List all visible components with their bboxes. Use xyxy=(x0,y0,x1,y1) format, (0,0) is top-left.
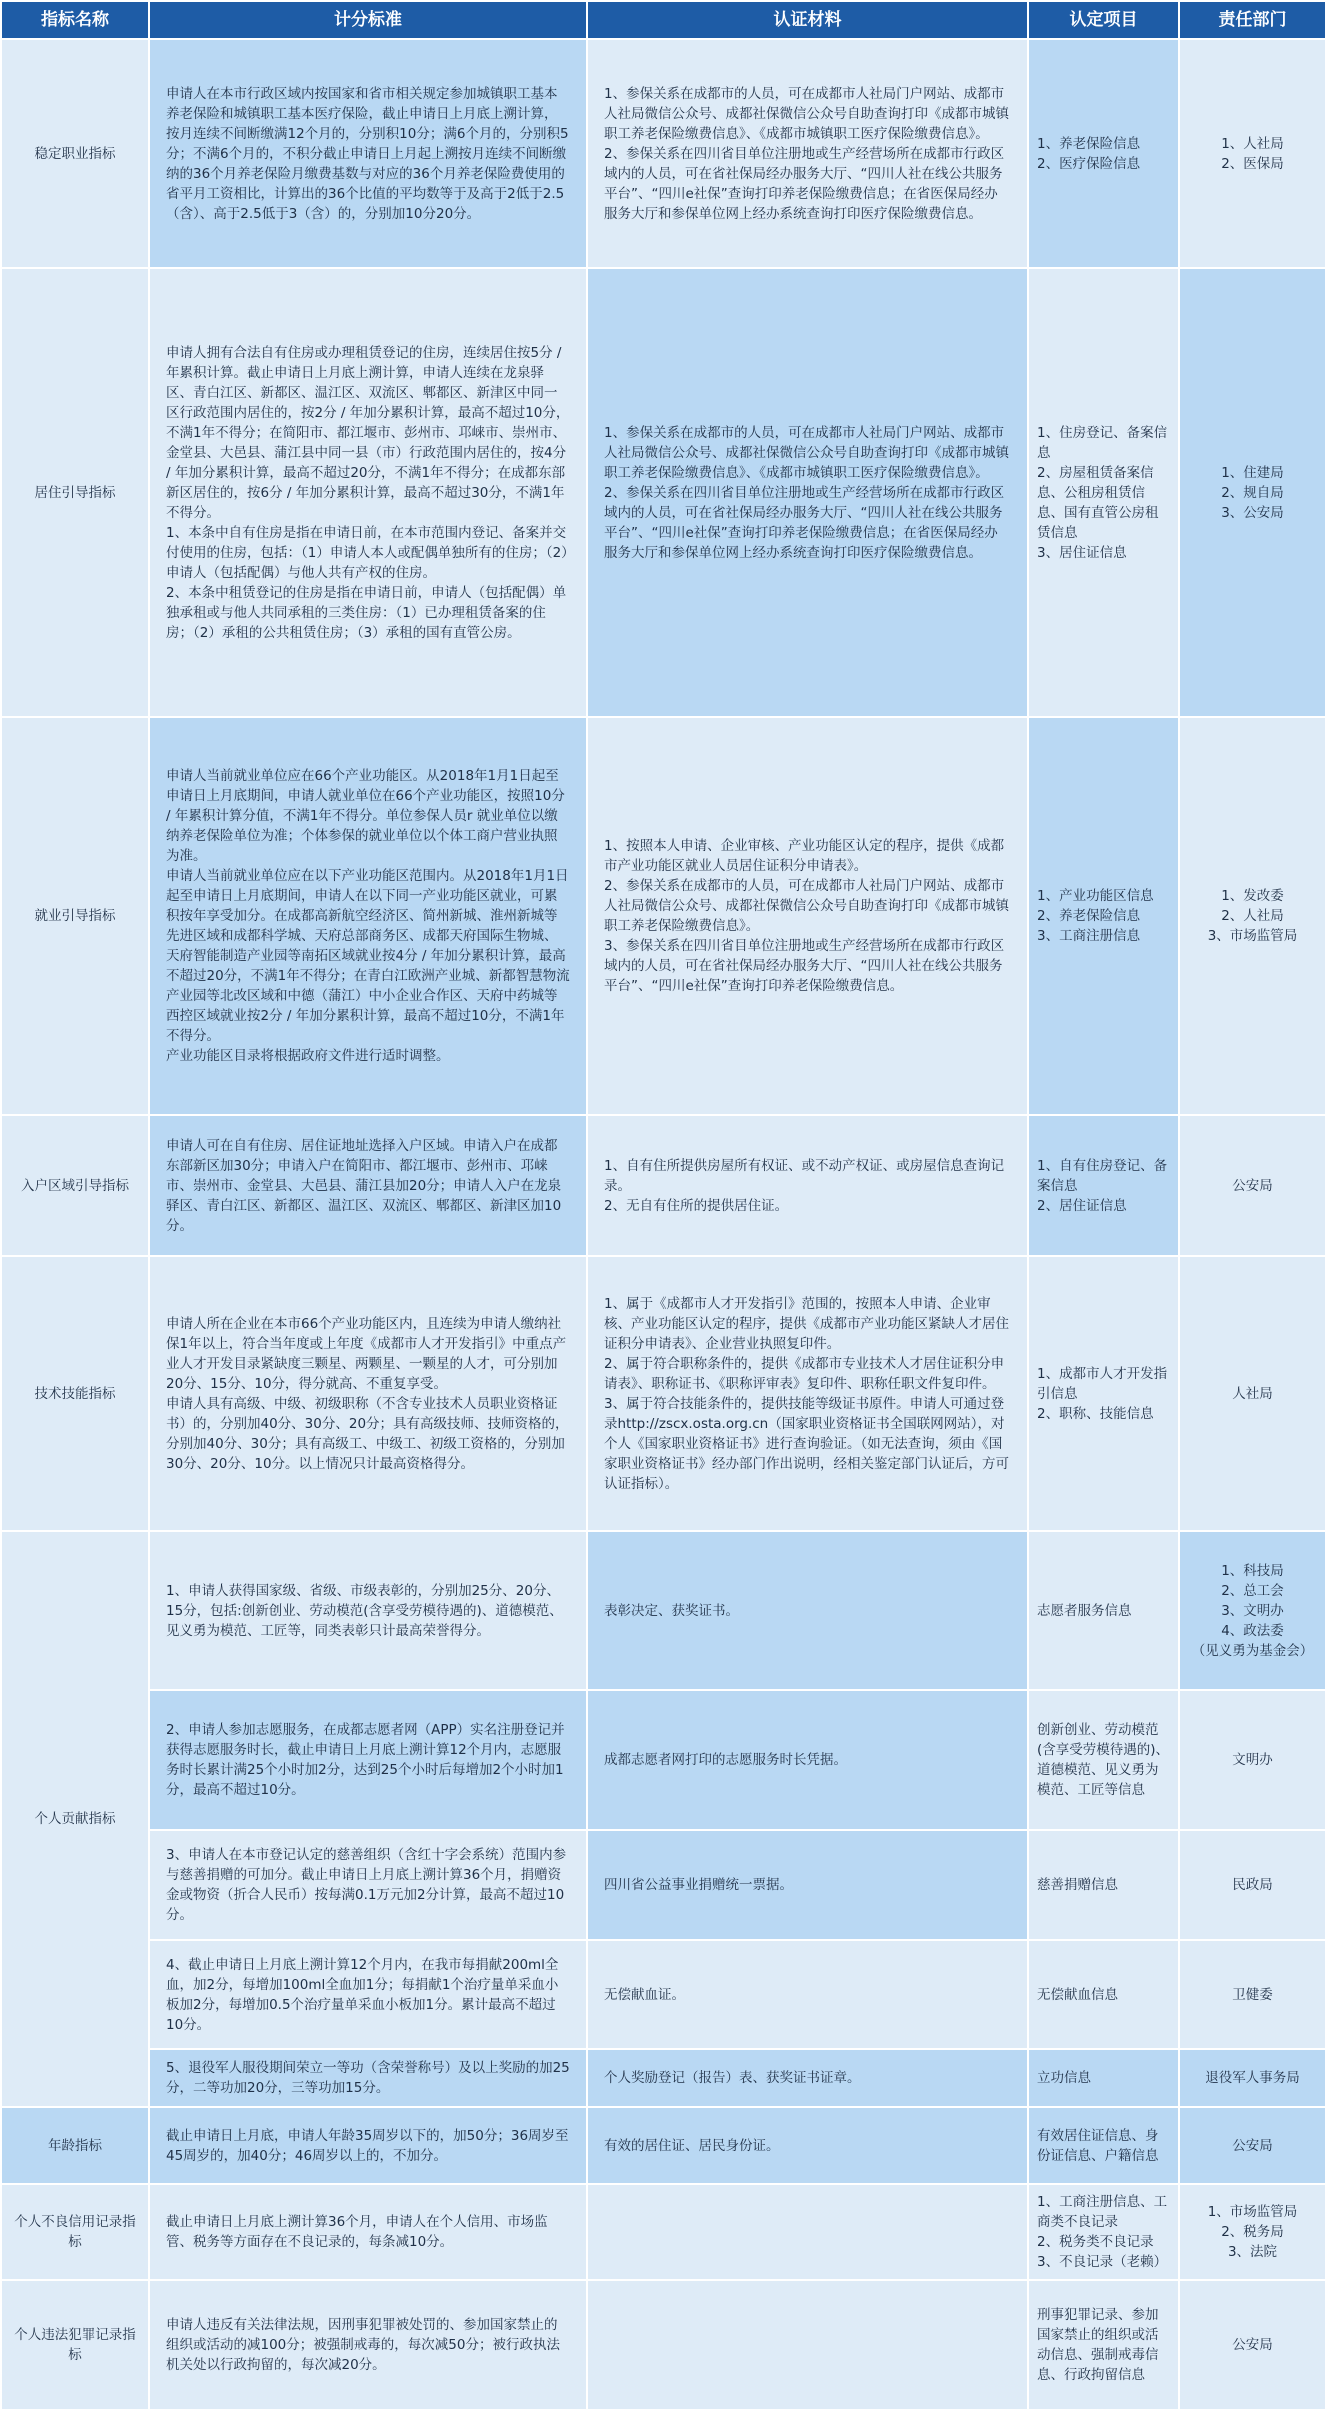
recognized-items xyxy=(1028,268,1179,717)
certification-materials xyxy=(587,2107,1028,2184)
material-paragraph: 3、参保关系在四川省目单位注册地或生产经营场所在成都市行政区域内的人员，可在省社保局经办服务大厅、“四川人社在线公共服务平台”、“四川e社保”查询打印养老保险缴费信息。 xyxy=(604,938,1005,994)
indicator-name: 稳定职业指标 xyxy=(1,39,149,268)
scoring-standard xyxy=(149,1830,587,1940)
item-line: 创新创业、劳动模范(含享受劳模待遇的)、道德模范、见义勇为模范、工匠等信息 xyxy=(1037,1722,1170,1798)
dept-line: 1、发改委 xyxy=(1221,888,1284,904)
recognized-items xyxy=(1028,1531,1179,1690)
item-line: 2、税务类不良记录 xyxy=(1037,2234,1154,2250)
dept-line: 民政局 xyxy=(1232,1877,1273,1893)
material-paragraph: 表彰决定、获奖证书。 xyxy=(604,1602,739,1619)
table-row-household-area-guidance xyxy=(1,1115,1325,1256)
item-line: 1、住房登记、备案信息 xyxy=(1037,424,1168,461)
dept-line: 公安局 xyxy=(1232,2137,1273,2154)
material-paragraph: 2、属于符合职称条件的，提供《成都市专业技术人才居住证积分申请表》、职称证书、《职称评审表》复印件、职称任职文件复印件。 xyxy=(604,1355,1005,1392)
table-row-criminal-record xyxy=(1,2280,1325,2410)
responsible-department xyxy=(1179,2184,1325,2280)
scoring-standard xyxy=(149,1531,587,1690)
criteria-paragraph: 产业功能区目录将根据政府文件进行适时调整。 xyxy=(166,1048,450,1064)
criteria-paragraph: 1、本条中自有住房是指在申请日前，在本市范围内登记、备案并交付使用的住房，包括：（1）申请人本人或配偶单独所有的住房；（2）申请人（包括配偶）与他人共有产权的住房。 xyxy=(166,524,568,581)
material-paragraph: 个人奖励登记（报告）表、获奖证书证章。 xyxy=(604,2070,861,2086)
responsible-department xyxy=(1179,2107,1325,2184)
material-paragraph: 成都志愿者网打印的志愿服务时长凭据。 xyxy=(604,1752,847,1768)
table-row-bad-credit xyxy=(1,2184,1325,2280)
dept-line: 4、政法委 xyxy=(1221,1622,1284,1639)
item-line: 2、居住证信息 xyxy=(1037,1197,1127,1214)
item-line: 刑事犯罪记录、参加国家禁止的组织或活动信息、强制戒毒信息、行政拘留信息 xyxy=(1037,2307,1159,2383)
responsible-department xyxy=(1179,1940,1325,2049)
criteria-paragraph: 1、申请人获得国家级、省级、市级表彰的，分别加25分、20分、15分，包括:创新创业、劳动模范(含享受劳模待遇的)、道德模范、见义勇为模范、工匠等，同类表彰只计最高荣誉得分。 xyxy=(166,1582,563,1639)
criteria-paragraph: 截止申请日上月底上溯计算36个月，申请人在个人信用、市场监管、税务等方面存在不良记录的，每条减10分。 xyxy=(166,2214,548,2250)
dept-line: 1、科技局 xyxy=(1221,1562,1284,1579)
criteria-paragraph: 申请人在本市行政区域内按国家和省市相关规定参加城镇职工基本养老保险和城镇职工基本医疗保险，截止申请日上月底上溯计算，按月连续不间断缴满12个月的，分别积10分；满6个月的，分别积5分；不满6个月的，不积分截止申请日上月起上溯按月连续不间断缴纳的36个月养老保险月缴费基数与对应的36个月养老保险费使用的省平月工资相比，计算出的36个比值的平均数等于及高于2低于2.5（含）、高于2.5低于3（含）的，分别加10分20分。 xyxy=(166,85,569,222)
item-line: 志愿者服务信息 xyxy=(1037,1602,1132,1619)
certification-materials xyxy=(587,39,1028,268)
recognized-items xyxy=(1028,1256,1179,1531)
criteria-paragraph: 申请人可在自有住房、居住证地址选择入户区域。申请入户在成都东部新区加30分；申请入户在简阳市、都江堰市、彭州市、邛崃市、崇州市、金堂县、大邑县、蒲江县加20分；申请人入户在龙泉驿区、青白江区、新都区、温江区、双流区、郫都区、新津区加10分。 xyxy=(166,1137,562,1234)
criteria-paragraph: 2、申请人参加志愿服务，在成都志愿者网（APP）实名注册登记并获得志愿服务时长，截止申请日上月底上溯计算12个月内，志愿服务时长累计满25个小时加2分，达到25个小时后每增加2个小时加1分，最高不超过10分。 xyxy=(166,1722,565,1798)
item-line: 1、工商注册信息、工商类不良记录 xyxy=(1037,2194,1168,2230)
item-line: 3、居住证信息 xyxy=(1037,544,1127,561)
responsible-department xyxy=(1179,2049,1325,2107)
responsible-department xyxy=(1179,1115,1325,1256)
scoring-standard xyxy=(149,1256,587,1531)
indicator-name: 技术技能指标 xyxy=(1,1256,149,1531)
responsible-department xyxy=(1179,39,1325,268)
dept-line: 文明办 xyxy=(1232,1752,1273,1768)
certification-materials xyxy=(587,1830,1028,1940)
material-paragraph: 2、参保关系在四川省目单位注册地或生产经营场所在成都市行政区域内的人员，可在省社保局经办服务大厅、“四川人社在线公共服务平台”、“四川e社保”查询打印养老保险缴费信息；在省医保局经办服务大厅和参保单位网上经办系统查询打印医疗保险缴费信息。 xyxy=(604,145,1005,222)
certification-materials xyxy=(587,2049,1028,2107)
responsible-department xyxy=(1179,1531,1325,1690)
indicator-name: 居住引导指标 xyxy=(1,268,149,717)
criteria-paragraph: 截止申请日上月底，申请人年龄35周岁以下的，加50分；36周岁至45周岁的，加40分；46周岁以上的，不加分。 xyxy=(166,2127,569,2164)
material-paragraph: 有效的居住证、居民身份证。 xyxy=(604,2137,780,2154)
table-row-personal-contribution-charity xyxy=(1,1830,1325,1940)
indicator-name: 就业引导指标 xyxy=(1,717,149,1115)
item-line: 2、职称、技能信息 xyxy=(1037,1405,1154,1422)
header-certification-materials: 认证材料 xyxy=(587,1,1028,39)
dept-line: 公安局 xyxy=(1232,1177,1273,1194)
material-paragraph: 1、属于《成都市人才开发指引》范围的，按照本人申请、企业审核、产业功能区认定的程序，提供《成都市产业功能区紧缺人才居住证积分申请表》、企业营业执照复印件。 xyxy=(604,1295,1009,1352)
header-responsible-department: 责任部门 xyxy=(1179,1,1325,39)
indicator-name: 个人违法犯罪记录指标 xyxy=(1,2280,149,2410)
item-line: 1、成都市人才开发指引信息 xyxy=(1037,1365,1168,1402)
criteria-paragraph: 申请人当前就业单位应在以下产业功能区范围内。从2018年1月1日起至申请日上月底期间，申请人在以下同一产业功能区就业，可累积按年享受加分。在成都高新航空经济区、简州新城、淮州新城等先进区域和成都科学城、天府总部商务区、成都天府国际生物城、天府智能制造产业园等南拓区域就业按4分 / 年加分累积计算，最高不超过20分，不满1年不得分；在青白江欧洲产业城、新都智慧物流产业园等北改区域和中德（蒲江）中小企业合作区、天府中药城等西控区域就业按2分 / 年加分累积计算，最高不超过10分，不满1年不得分。 xyxy=(166,868,570,1044)
material-paragraph: 2、参保关系在四川省目单位注册地或生产经营场所在成都市行政区域内的人员，可在省社保局经办服务大厅、“四川人社在线公共服务平台”、“四川e社保”查询打印养老保险缴费信息；在省医保局经办服务大厅和参保单位网上经办系统查询打印医疗保险缴费信息。 xyxy=(604,484,1005,561)
recognized-items xyxy=(1028,2049,1179,2107)
material-paragraph: 3、属于符合技能条件的，提供技能等级证书原件。申请人可通过登录http://zscx.osta.org.cn（国家职业资格证书全国联网网站），对个人《国家职业资格证书》进行查询验证。（如无法查询，须由《国家职业资格证书》经办部门作出说明，经相关鉴定部门认证后，方可认证指标）。 xyxy=(604,1395,1009,1492)
table-row-personal-contribution-blood xyxy=(1,1940,1325,2049)
recognized-items xyxy=(1028,1690,1179,1830)
responsible-department xyxy=(1179,268,1325,717)
item-line: 立功信息 xyxy=(1037,2070,1091,2086)
responsible-department xyxy=(1179,2280,1325,2410)
dept-line: 3、法院 xyxy=(1227,2244,1278,2260)
recognized-items xyxy=(1028,1115,1179,1256)
dept-line: 2、税务局 xyxy=(1221,2224,1284,2240)
dept-line: 2、人社局 xyxy=(1221,908,1284,924)
material-paragraph: 1、参保关系在成都市的人员，可在成都市人社局门户网站、成都市人社局微信公众号、成都社保微信公众号自助查询打印《成都市城镇职工养老保险缴费信息》、《成都市城镇职工医疗保险缴费信息》。 xyxy=(604,424,1009,481)
table-row-personal-contribution-volunteer xyxy=(1,1690,1325,1830)
criteria-paragraph: 申请人所在企业在本市66个产业功能区内，且连续为申请人缴纳社保1年以上，符合当年度或上年度《成都市人才开发指引》中重点产业人才开发目录紧缺度三颗星、两颗星、一颗星的人才，可分别加20分、15分、10分，得分就高、不重复享受。 xyxy=(166,1315,567,1392)
scoring-standard xyxy=(149,1940,587,2049)
material-paragraph: 2、无自有住所的提供居住证。 xyxy=(604,1197,789,1214)
dept-line: 卫健委 xyxy=(1232,1986,1273,2003)
certification-materials xyxy=(587,1690,1028,1830)
item-line: 1、养老保险信息 xyxy=(1037,135,1141,152)
dept-line: （见义勇为基金会） xyxy=(1191,1642,1314,1659)
criteria-paragraph: 2、本条中租赁登记的住房是指在申请日前，申请人（包括配偶）单独承租或与他人共同承租的三类住房：（1）已办理租赁备案的住房；（2）承租的公共租赁住房；（3）承租的国有直管公房。 xyxy=(166,584,567,641)
recognized-items xyxy=(1028,2184,1179,2280)
criteria-paragraph: 4、截止申请日上月底上溯计算12个月内，在我市每捐献200ml全血，加2分，每增加100ml全血加1分；每捐献1个治疗量单采血小板加2分，每增加0.5个治疗量单采血小板加1分。累计最高不超过10分。 xyxy=(166,1956,559,2033)
dept-line: 3、市场监管局 xyxy=(1207,928,1298,944)
item-line: 1、自有住房登记、备案信息 xyxy=(1037,1157,1168,1194)
dept-line: 退役军人事务局 xyxy=(1205,2070,1300,2086)
scoring-standard xyxy=(149,39,587,268)
scoring-standard xyxy=(149,1115,587,1256)
criteria-paragraph: 申请人当前就业单位应在66个产业功能区。从2018年1月1日起至申请日上月底期间，申请人就业单位在66个产业功能区，按照10分 / 年累积计算分值，不满1年不得分。单位参保人员r 就业单位以缴纳养老保险单位为准；个体参保的就业单位以个体工商户营业执照为准。 xyxy=(166,768,565,864)
responsible-department xyxy=(1179,1690,1325,1830)
header-scoring-standard: 计分标准 xyxy=(149,1,587,39)
dept-line: 1、住建局 xyxy=(1221,464,1284,481)
dept-line: 2、总工会 xyxy=(1221,1582,1284,1599)
certification-materials xyxy=(587,1531,1028,1690)
recognized-items xyxy=(1028,1940,1179,2049)
indicator-name: 入户区域引导指标 xyxy=(1,1115,149,1256)
certification-materials xyxy=(587,717,1028,1115)
responsible-department xyxy=(1179,1256,1325,1531)
table-row-personal-contribution xyxy=(1,1531,1325,1690)
scoring-standard xyxy=(149,2107,587,2184)
indicator-name: 个人不良信用记录指标 xyxy=(1,2184,149,2280)
scoring-standard xyxy=(149,2184,587,2280)
item-line: 3、不良记录（老赖） xyxy=(1037,2254,1168,2270)
item-line: 慈善捐赠信息 xyxy=(1037,1877,1118,1893)
dept-line: 3、文明办 xyxy=(1221,1602,1284,1619)
criteria-paragraph: 3、申请人在本市登记认定的慈善组织（含红十字会系统）范围内参与慈善捐赠的可加分。截止申请日上月底上溯计算36个月，捐赠资金或物资（折合人民币）按每满0.1万元加2分计算，最高不超过10分。 xyxy=(166,1847,567,1923)
dept-line: 1、人社局 xyxy=(1221,135,1284,152)
table-row-employment-guidance xyxy=(1,717,1325,1115)
dept-line: 2、规自局 xyxy=(1221,484,1284,501)
indicator-name: 个人贡献指标 xyxy=(1,1531,149,2107)
item-line: 有效居住证信息、身份证信息、户籍信息 xyxy=(1037,2127,1159,2164)
responsible-department xyxy=(1179,717,1325,1115)
table-row-residence-guidance xyxy=(1,268,1325,717)
dept-line: 3、公安局 xyxy=(1221,504,1284,521)
table-row-personal-contribution-merit xyxy=(1,2049,1325,2107)
recognized-items xyxy=(1028,39,1179,268)
certification-materials xyxy=(587,1115,1028,1256)
dept-line: 2、医保局 xyxy=(1221,155,1284,172)
recognized-items xyxy=(1028,717,1179,1115)
dept-line: 1、市场监管局 xyxy=(1207,2204,1298,2220)
item-line: 无偿献血信息 xyxy=(1037,1986,1118,2003)
dept-line: 公安局 xyxy=(1232,2337,1273,2353)
criteria-paragraph: 申请人拥有合法自有住房或办理租赁登记的住房，连续居住按5分 / 年累积计算。截止申请日上月底上溯计算，申请人连续在龙泉驿区、青白江区、新都区、温江区、双流区、郫都区、新津区中同一区行政范围内居住的，按2分 / 年加分累积计算，最高不超过10分，不满1年不得分；在简阳市、都江堰市、彭州市、邛崃市、崇州市、金堂县、大邑县、蒲江县中同一县（市）行政范围内居住的，按4分 / 年加分累积计算，最高不超过20分，不满1年不得分；在成都东部新区居住的，按6分 / 年加分累积计算，最高不超过30分，不满1年不得分。 xyxy=(166,344,570,521)
recognized-items xyxy=(1028,2107,1179,2184)
scoring-standard xyxy=(149,2049,587,2107)
certification-materials xyxy=(587,2280,1028,2410)
criteria-paragraph: 5、退役军人服役期间荣立一等功（含荣誉称号）及以上奖励的加25分，二等功加20分，三等功加15分。 xyxy=(166,2060,570,2096)
material-paragraph: 1、自有住所提供房屋所有权证、或不动产权证、或房屋信息查询记录。 xyxy=(604,1157,1005,1194)
recognized-items xyxy=(1028,1830,1179,1940)
scoring-standard xyxy=(149,717,587,1115)
item-line: 1、产业功能区信息 xyxy=(1037,888,1154,904)
scoring-standard xyxy=(149,1690,587,1830)
recognized-items xyxy=(1028,2280,1179,2410)
responsible-department xyxy=(1179,1830,1325,1940)
scoring-standard xyxy=(149,268,587,717)
table-row-stable-employment xyxy=(1,39,1325,268)
material-paragraph: 1、按照本人申请、企业审核、产业功能区认定的程序，提供《成都市产业功能区就业人员居住证积分申请表》。 xyxy=(604,838,1005,874)
material-paragraph: 2、参保关系在成都市的人员，可在成都市人社局门户网站、成都市人社局微信公众号、成都社保微信公众号自助查询打印《成都市城镇职工养老保险缴费信息》。 xyxy=(604,878,1009,934)
criteria-paragraph: 申请人违反有关法律法规，因刑事犯罪被处罚的、参加国家禁止的组织或活动的减100分；被强制戒毒的，每次减50分；被行政执法机关处以行政拘留的，每次减20分。 xyxy=(166,2317,560,2373)
item-line: 2、养老保险信息 xyxy=(1037,908,1141,924)
scoring-standard xyxy=(149,2280,587,2410)
header-recognized-items: 认定项目 xyxy=(1028,1,1179,39)
indicator-name: 年龄指标 xyxy=(1,2107,149,2184)
material-paragraph: 1、参保关系在成都市的人员，可在成都市人社局门户网站、成都市人社局微信公众号、成都社保微信公众号自助查询打印《成都市城镇职工养老保险缴费信息》、《成都市城镇职工医疗保险缴费信息》。 xyxy=(604,85,1009,142)
item-line: 2、房屋租赁备案信息、公租房租赁信息、国有直管公房租赁信息 xyxy=(1037,464,1159,541)
certification-materials xyxy=(587,1940,1028,2049)
table-row-technical-skills xyxy=(1,1256,1325,1531)
certification-materials xyxy=(587,2184,1028,2280)
material-paragraph: 四川省公益事业捐赠统一票据。 xyxy=(604,1877,793,1893)
table-row-age xyxy=(1,2107,1325,2184)
item-line: 3、工商注册信息 xyxy=(1037,928,1141,944)
certification-materials xyxy=(587,1256,1028,1531)
item-line: 2、医疗保险信息 xyxy=(1037,155,1141,172)
material-paragraph: 无偿献血证。 xyxy=(604,1986,685,2003)
table-header-row xyxy=(1,1,1325,39)
dept-line: 人社局 xyxy=(1232,1385,1273,1402)
criteria-paragraph: 申请人具有高级、中级、初级职称（不含专业技术人员职业资格证书）的，分别加40分、30分、20分；具有高级技师、技师资格的，分别加40分、30分；具有高级工、中级工、初级工资格的，分别加30分、20分、10分。以上情况只计最高资格得分。 xyxy=(166,1395,569,1472)
header-indicator-name: 指标名称 xyxy=(1,1,149,39)
certification-materials xyxy=(587,268,1028,717)
